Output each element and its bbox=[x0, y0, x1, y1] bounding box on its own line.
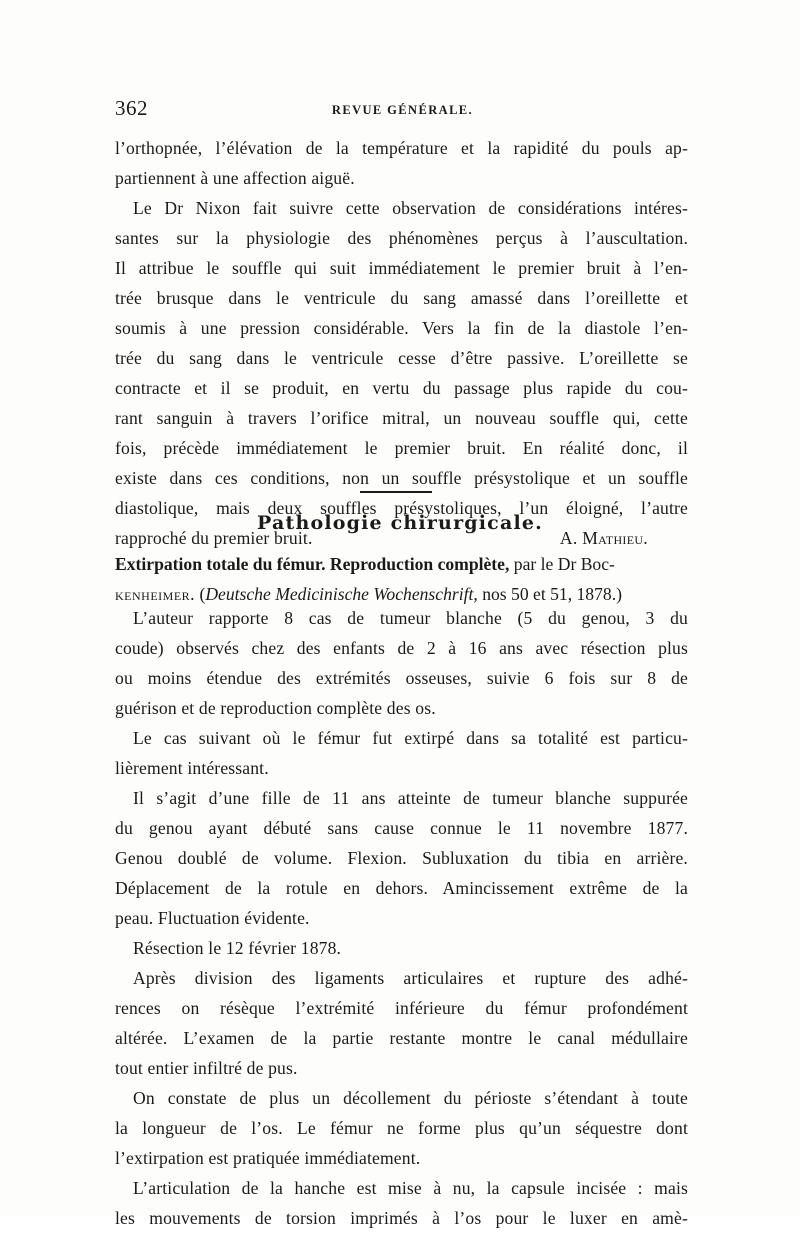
text-line: coude) observés chez des enfants de 2 à 16 ans avec résection plus bbox=[115, 638, 688, 658]
section-divider bbox=[360, 491, 432, 493]
text-line: les mouvements de torsion imprimés à l’os pour le luxer en amè- bbox=[115, 1208, 688, 1228]
text-line: rapproché du premier bruit. bbox=[115, 528, 313, 548]
journal-name: Deutsche Medicinische Wochenschrift, bbox=[205, 584, 478, 604]
article-title bbox=[115, 549, 688, 579]
text-line: existe dans ces conditions, non un souffle présystolique et un souffle bbox=[115, 468, 688, 488]
page-number: 362 bbox=[115, 96, 148, 120]
text-line: contracte et il se produit, en vertu du passage plus rapide du cou- bbox=[115, 378, 688, 398]
text-line: Après division des ligaments articulaires et rupture des adhé- bbox=[133, 968, 688, 988]
page-header bbox=[115, 96, 690, 126]
text-line: ou moins étendue des extrémités osseuses, suivie 6 fois sur 8 de bbox=[115, 668, 688, 688]
review-text-block bbox=[115, 133, 688, 553]
text-line: l’extirpation est pratiquée immédiatement. bbox=[115, 1148, 421, 1168]
text-line: On constate de plus un décollement du périoste s’étendant à toute bbox=[133, 1088, 688, 1108]
text-line: Le cas suivant où le fémur fut extirpé dans sa totalité est particu- bbox=[133, 728, 688, 748]
text-line: Déplacement de la rotule en dehors. Amincissement extrême de la bbox=[115, 878, 688, 898]
text-line: Genou doublé de volume. Flexion. Subluxation du tibia en arrière. bbox=[115, 848, 688, 868]
citation-details: nos 50 et 51, 1878.) bbox=[477, 584, 622, 604]
text-line: peau. Fluctuation évidente. bbox=[115, 908, 310, 928]
citation-open: ( bbox=[195, 584, 206, 604]
text-line: lièrement intéressant. bbox=[115, 758, 269, 778]
text-line: rences on résèque l’extrémité inférieure du fémur profondément bbox=[115, 998, 688, 1018]
text-line: soumis à une pression considérable. Vers la fin de la diastole l’en- bbox=[115, 318, 688, 338]
text-line: diastolique, mais deux souffles présystoliques, l’un éloigné, l’autre bbox=[115, 498, 688, 518]
text-line: trée brusque dans le ventricule du sang amassé dans l’oreillette et bbox=[115, 288, 688, 308]
author-signature: A. Mathieu. bbox=[559, 528, 648, 548]
text-line: tout entier infiltré de pus. bbox=[115, 1058, 298, 1078]
text-line: la longueur de l’os. Le fémur ne forme plus qu’un séquestre dont bbox=[115, 1118, 688, 1138]
text-line: Il s’agit d’une fille de 11 ans atteinte de tumeur blanche suppurée bbox=[133, 788, 688, 808]
section-title: Pathologie chirurgicale. bbox=[257, 512, 543, 534]
text-line: Résection le 12 février 1878. bbox=[133, 938, 342, 958]
article-body bbox=[115, 603, 688, 1233]
text-line: l’orthopnée, l’élévation de la température et la rapidité du pouls ap- bbox=[115, 138, 688, 158]
text-line: Le Dr Nixon fait suivre cette observation de considérations intéres- bbox=[133, 198, 688, 218]
text-line: fois, précède immédiatement le premier bruit. En réalité donc, il bbox=[115, 438, 688, 458]
text-line: santes sur la physiologie des phénomènes perçus à l’auscultation. bbox=[115, 228, 688, 248]
text-line: altérée. L’examen de la partie restante montre le canal médullaire bbox=[115, 1028, 688, 1048]
text-line: du genou ayant débuté sans cause connue le 11 novembre 1877. bbox=[115, 818, 688, 838]
article-author: par le Dr Boc- bbox=[509, 554, 615, 574]
text-line: partiennent à une affection aiguë. bbox=[115, 168, 355, 188]
author-name-cont: kenheimer. bbox=[115, 584, 196, 604]
running-title: REVUE GÉNÉRALE. bbox=[331, 103, 474, 117]
text-line: guérison et de reproduction complète des os. bbox=[115, 698, 436, 718]
text-line: L’auteur rapporte 8 cas de tumeur blanche (5 du genou, 3 du bbox=[133, 608, 688, 628]
article-title-bold: Extirpation totale du fémur. Reproduction complète, bbox=[115, 554, 510, 574]
text-line: L’articulation de la hanche est mise à nu, la capsule incisée : mais bbox=[133, 1178, 688, 1198]
text-line: trée du sang dans le ventricule cesse d’être passive. L’oreillette se bbox=[115, 348, 688, 368]
text-line: Il attribue le souffle qui suit immédiatement le premier bruit à l’en- bbox=[115, 258, 688, 278]
text-line: rant sanguin à travers l’orifice mitral, un nouveau souffle qui, cette bbox=[115, 408, 688, 428]
